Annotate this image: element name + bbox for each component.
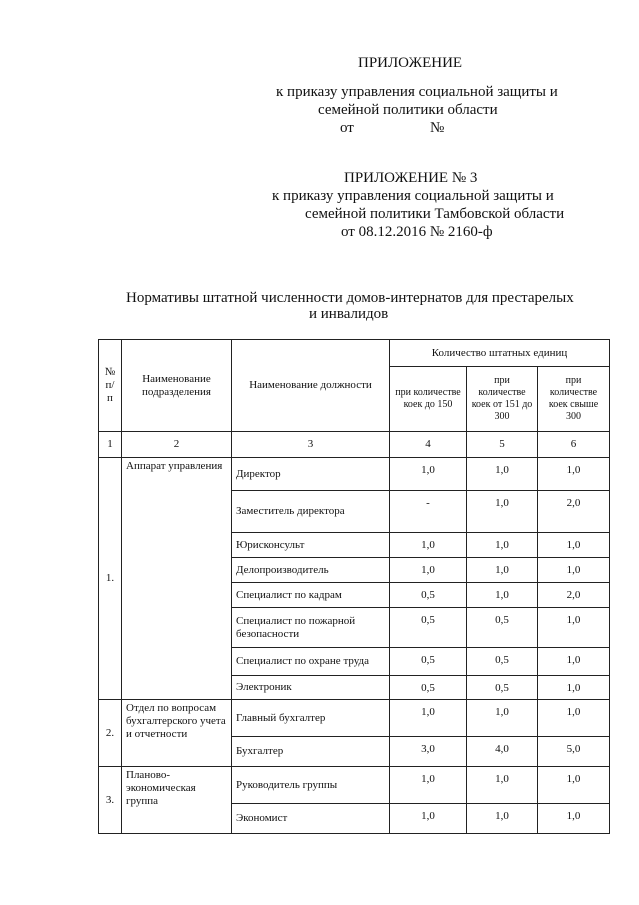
table-row xyxy=(99,767,610,804)
appendix-number-prefix: № xyxy=(430,120,445,136)
value-over-300: 1,0 xyxy=(538,458,610,491)
table-header-row xyxy=(99,340,610,367)
col-header-beds-over-300: при количестве коек свыше 300 xyxy=(538,367,610,432)
value-151-300: 1,0 xyxy=(467,533,538,558)
value-over-300: 1,0 xyxy=(538,804,610,834)
value-over-300: 1,0 xyxy=(538,608,610,648)
table-row xyxy=(99,700,610,737)
value-151-300: 1,0 xyxy=(467,804,538,834)
value-over-300: 1,0 xyxy=(538,767,610,804)
doc-title-line1: Нормативы штатной численности домов-интернатов для престарелых xyxy=(126,290,574,306)
value-up-to-150: 1,0 xyxy=(390,767,467,804)
value-151-300: 1,0 xyxy=(467,458,538,491)
col-header-beds-up-to-150: при количестве коек до 150 xyxy=(390,367,467,432)
value-over-300: 2,0 xyxy=(538,491,610,533)
staffing-norms-table xyxy=(98,339,610,834)
value-over-300: 1,0 xyxy=(538,533,610,558)
value-up-to-150: 1,0 xyxy=(390,804,467,834)
col-header-staff-units: Количество штатных единиц xyxy=(390,340,610,367)
value-up-to-150: - xyxy=(390,491,467,533)
col-header-beds-151-300: при количестве коек от 151 до 300 xyxy=(467,367,538,432)
division-name: Отдел по вопросам бухгалтерского учета и отчетности xyxy=(122,700,232,767)
value-up-to-150: 3,0 xyxy=(390,737,467,767)
appendix-order-line1: к приказу управления социальной защиты и xyxy=(276,84,558,100)
value-up-to-150: 0,5 xyxy=(390,648,467,676)
appendix-date-prefix: от xyxy=(340,120,354,136)
position-name: Специалист по кадрам xyxy=(232,583,390,608)
position-name: Экономист xyxy=(232,804,390,834)
value-up-to-150: 0,5 xyxy=(390,676,467,700)
section-number: 1. xyxy=(99,458,122,700)
column-number: 4 xyxy=(390,432,467,458)
value-over-300: 1,0 xyxy=(538,700,610,737)
position-name: Главный бухгалтер xyxy=(232,700,390,737)
value-151-300: 1,0 xyxy=(467,700,538,737)
value-up-to-150: 1,0 xyxy=(390,458,467,491)
value-151-300: 0,5 xyxy=(467,648,538,676)
appendix3-title: ПРИЛОЖЕНИЕ № 3 xyxy=(344,170,478,186)
section-number: 2. xyxy=(99,700,122,767)
value-over-300: 5,0 xyxy=(538,737,610,767)
col-header-division: Наименование подразделения xyxy=(122,340,232,432)
value-151-300: 1,0 xyxy=(467,767,538,804)
section-number: 3. xyxy=(99,767,122,834)
position-name: Специалист по пожарной безопасности xyxy=(232,608,390,648)
division-name: Планово-экономическая группа xyxy=(122,767,232,834)
value-151-300: 0,5 xyxy=(467,676,538,700)
position-name: Бухгалтер xyxy=(232,737,390,767)
value-151-300: 1,0 xyxy=(467,583,538,608)
column-number: 5 xyxy=(467,432,538,458)
column-number: 1 xyxy=(99,432,122,458)
position-name: Делопроизводитель xyxy=(232,558,390,583)
value-151-300: 1,0 xyxy=(467,491,538,533)
value-151-300: 0,5 xyxy=(467,608,538,648)
value-151-300: 4,0 xyxy=(467,737,538,767)
doc-title-line2: и инвалидов xyxy=(309,306,389,322)
position-name: Юрисконсульт xyxy=(232,533,390,558)
appendix3-order-line1: к приказу управления социальной защиты и xyxy=(272,188,554,204)
appendix3-order-line2: семейной политики Тамбовской области xyxy=(305,206,565,222)
value-up-to-150: 0,5 xyxy=(390,583,467,608)
value-151-300: 1,0 xyxy=(467,558,538,583)
appendix3-order-date: от 08.12.2016 № 2160-ф xyxy=(341,224,493,240)
position-name: Директор xyxy=(232,458,390,491)
column-number: 3 xyxy=(232,432,390,458)
value-over-300: 1,0 xyxy=(538,676,610,700)
value-up-to-150: 0,5 xyxy=(390,608,467,648)
value-over-300: 2,0 xyxy=(538,583,610,608)
col-header-position: Наименование должности xyxy=(232,340,390,432)
col-header-num: № п/п xyxy=(99,340,122,432)
position-name: Специалист по охране труда xyxy=(232,648,390,676)
column-number: 6 xyxy=(538,432,610,458)
position-name: Заместитель директора xyxy=(232,491,390,533)
value-up-to-150: 1,0 xyxy=(390,558,467,583)
position-name: Электроник xyxy=(232,676,390,700)
value-up-to-150: 1,0 xyxy=(390,533,467,558)
position-name: Руководитель группы xyxy=(232,767,390,804)
column-number: 2 xyxy=(122,432,232,458)
value-over-300: 1,0 xyxy=(538,558,610,583)
appendix-order-line2: семейной политики области xyxy=(318,102,498,118)
value-over-300: 1,0 xyxy=(538,648,610,676)
division-name: Аппарат управления xyxy=(122,458,232,700)
value-up-to-150: 1,0 xyxy=(390,700,467,737)
appendix-title: ПРИЛОЖЕНИЕ xyxy=(358,55,463,71)
table-row xyxy=(99,458,610,491)
column-numbers-row xyxy=(99,432,610,458)
